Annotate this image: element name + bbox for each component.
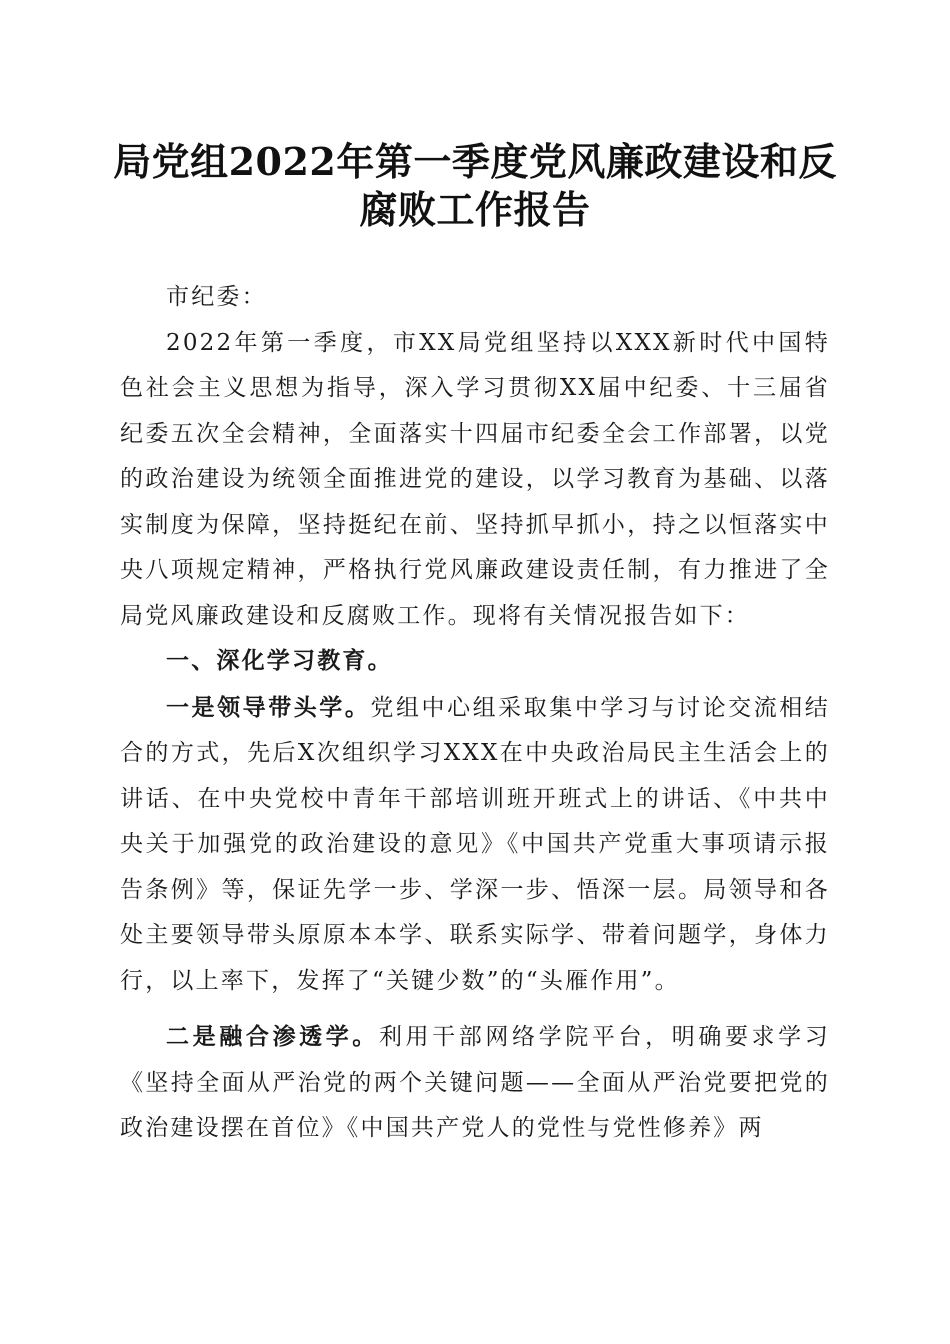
document-title: 局党组2022年第一季度党风廉政建设和反腐败工作报告 <box>113 139 837 232</box>
document-body <box>120 275 830 1152</box>
paragraph-lead: 二是融合渗透学。 <box>166 1023 379 1050</box>
section-heading-text: 一、深化学习教育。 <box>166 648 393 674</box>
paragraph-lead: 一是领导带头学。 <box>166 693 371 721</box>
salutation: 市纪委： <box>166 284 267 310</box>
paragraph-text: 利用干部网络学院平台，明确要求学习《坚持全面从严治党的两个关键问题——全面从严治党要把党的政治建设摆在首位》《中国共产党人的党性与党性修养》两 <box>120 1024 830 1141</box>
section-heading <box>120 639 830 685</box>
paragraph-text: 党组中心组采取集中学习与讨论交流相结合的方式，先后X次组织学习XXX在中央政治局民主生活会上的讲话、在中央党校中青年干部培训班开班式上的讲话、《中共中央关于加强党的政治建设的意见》《中国共产党重大事项请示报告条例》等，保证先学一步、学深一步、悟深一层。局领导和各处主要领导带头原原本本学、联系实际学、带着问题学，身体力行，以上率下，发挥了“关键少数”的“头雁作用”。 <box>120 694 830 994</box>
paragraph-leaders-study <box>120 685 830 1005</box>
intro-paragraph: 2022年第一季度，市XX局党组坚持以XXX新时代中国特色社会主义思想为指导，深入学习贯彻XX届中纪委、十三届省纪委五次全会精神，全面落实十四届市纪委全会工作部署，以党的政治建设为统领全面推进党的建设，以学习教育为基础、以落实制度为保障，坚持挺纪在前、坚持抓早抓小，持之以恒落实中央八项规定精神，严格执行党风廉政建设责任制，有力推进了全局党风廉政建设和反腐败工作。现将有关情况报告如下： <box>120 329 830 629</box>
paragraph-integrated-study <box>120 1014 830 1152</box>
